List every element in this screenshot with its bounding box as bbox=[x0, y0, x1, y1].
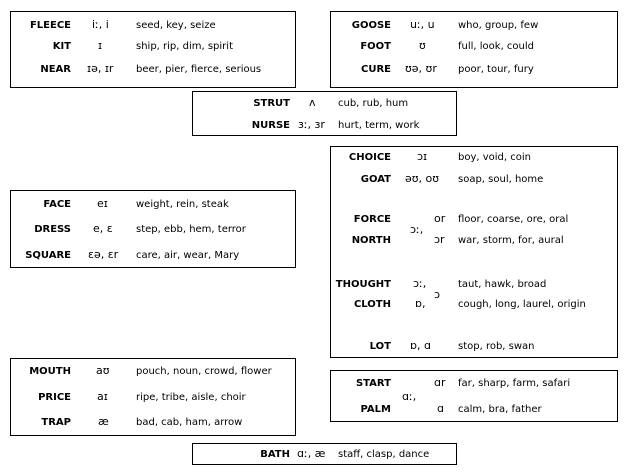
keyword-force: FORCE bbox=[353, 214, 391, 225]
keyword-choice: CHOICE bbox=[348, 152, 391, 163]
examples-foot: full, look, could bbox=[458, 41, 535, 52]
keyword-cure: CURE bbox=[361, 64, 391, 75]
ipa-start: ɑr bbox=[434, 376, 446, 389]
keyword-mouth: MOUTH bbox=[29, 366, 71, 377]
ipa-face: eɪ bbox=[97, 197, 108, 210]
keyword-foot: FOOT bbox=[360, 41, 391, 52]
examples-cloth: cough, long, laurel, origin bbox=[458, 299, 586, 310]
keyword-trap: TRAP bbox=[41, 417, 71, 428]
examples-near: beer, pier, fierce, serious bbox=[136, 64, 262, 75]
keyword-nurse: NURSE bbox=[251, 120, 290, 131]
ipa-lot: ɒ, ɑ bbox=[410, 339, 431, 352]
examples-force: floor, coarse, ore, oral bbox=[458, 214, 569, 225]
ipa-goat: əʊ, oʊ bbox=[405, 172, 440, 185]
ipa-cloth: ɒ, bbox=[415, 297, 426, 310]
ipa-mouth: aʊ bbox=[96, 364, 110, 377]
ipa-kit: ɪ bbox=[98, 39, 103, 52]
ipa-goose: uː, u bbox=[410, 18, 435, 31]
keyword-north: NORTH bbox=[351, 235, 391, 246]
ipa-near: ɪə, ɪr bbox=[87, 62, 114, 75]
examples-cure: poor, tour, fury bbox=[458, 64, 534, 75]
ipa-start-palm-shared: ɑː, bbox=[402, 390, 417, 403]
ipa-bath: ɑː, æ bbox=[297, 447, 326, 460]
ipa-north: ɔr bbox=[434, 233, 445, 246]
examples-trap: bad, cab, ham, arrow bbox=[136, 417, 243, 428]
ipa-dress: e, ɛ bbox=[93, 222, 113, 235]
examples-thought: taut, hawk, broad bbox=[458, 279, 547, 290]
examples-goat: soap, soul, home bbox=[458, 174, 544, 185]
examples-choice: boy, void, coin bbox=[458, 152, 531, 163]
ipa-force: or bbox=[434, 212, 446, 225]
keyword-dress: DRESS bbox=[34, 224, 71, 235]
examples-lot: stop, rob, swan bbox=[458, 341, 535, 352]
ipa-strut: ʌ bbox=[309, 96, 316, 109]
keyword-thought: THOUGHT bbox=[335, 279, 391, 290]
keyword-bath: BATH bbox=[260, 449, 290, 460]
ipa-force-north-shared: ɔː, bbox=[410, 223, 424, 236]
examples-start: far, sharp, farm, safari bbox=[458, 378, 571, 389]
keyword-cloth: CLOTH bbox=[353, 299, 391, 310]
ipa-square: ɛə, ɛr bbox=[88, 248, 119, 261]
ipa-trap: æ bbox=[98, 415, 109, 428]
keyword-price: PRICE bbox=[38, 392, 71, 403]
examples-bath: staff, clasp, dance bbox=[338, 449, 430, 460]
keyword-fleece: FLEECE bbox=[29, 20, 71, 31]
examples-strut: cub, rub, hum bbox=[338, 98, 409, 109]
examples-price: ripe, tribe, aisle, choir bbox=[136, 392, 246, 403]
keyword-lot: LOT bbox=[369, 341, 391, 352]
ipa-thought-cloth-shared: ɔ bbox=[434, 288, 441, 301]
keyword-start: START bbox=[355, 378, 391, 389]
keyword-goat: GOAT bbox=[360, 174, 391, 185]
keyword-near: NEAR bbox=[40, 64, 71, 75]
examples-nurse: hurt, term, work bbox=[338, 120, 420, 131]
ipa-choice: ɔɪ bbox=[417, 150, 428, 163]
ipa-palm: ɑ bbox=[437, 402, 444, 415]
ipa-price: aɪ bbox=[97, 390, 108, 403]
ipa-thought: ɔː, bbox=[413, 277, 427, 290]
examples-goose: who, group, few bbox=[458, 20, 539, 31]
keyword-kit: KIT bbox=[52, 41, 71, 52]
keyword-palm: PALM bbox=[360, 404, 391, 415]
examples-face: weight, rein, steak bbox=[136, 199, 229, 210]
examples-dress: step, ebb, hem, terror bbox=[136, 224, 246, 235]
keyword-square: SQUARE bbox=[25, 250, 71, 261]
keyword-goose: GOOSE bbox=[351, 20, 391, 31]
ipa-nurse: ɜː, ɜr bbox=[298, 118, 325, 131]
ipa-fleece: iː, i bbox=[92, 18, 109, 31]
examples-fleece: seed, key, seize bbox=[136, 20, 216, 31]
examples-square: care, air, wear, Mary bbox=[136, 250, 240, 261]
examples-palm: calm, bra, father bbox=[458, 404, 542, 415]
examples-north: war, storm, for, aural bbox=[458, 235, 564, 246]
ipa-foot: ʊ bbox=[419, 39, 426, 52]
keyword-face: FACE bbox=[43, 199, 71, 210]
examples-kit: ship, rip, dim, spirit bbox=[136, 41, 233, 52]
examples-mouth: pouch, noun, crowd, flower bbox=[136, 366, 272, 377]
ipa-cure: ʊə, ʊr bbox=[405, 62, 437, 75]
keyword-strut: STRUT bbox=[253, 98, 290, 109]
